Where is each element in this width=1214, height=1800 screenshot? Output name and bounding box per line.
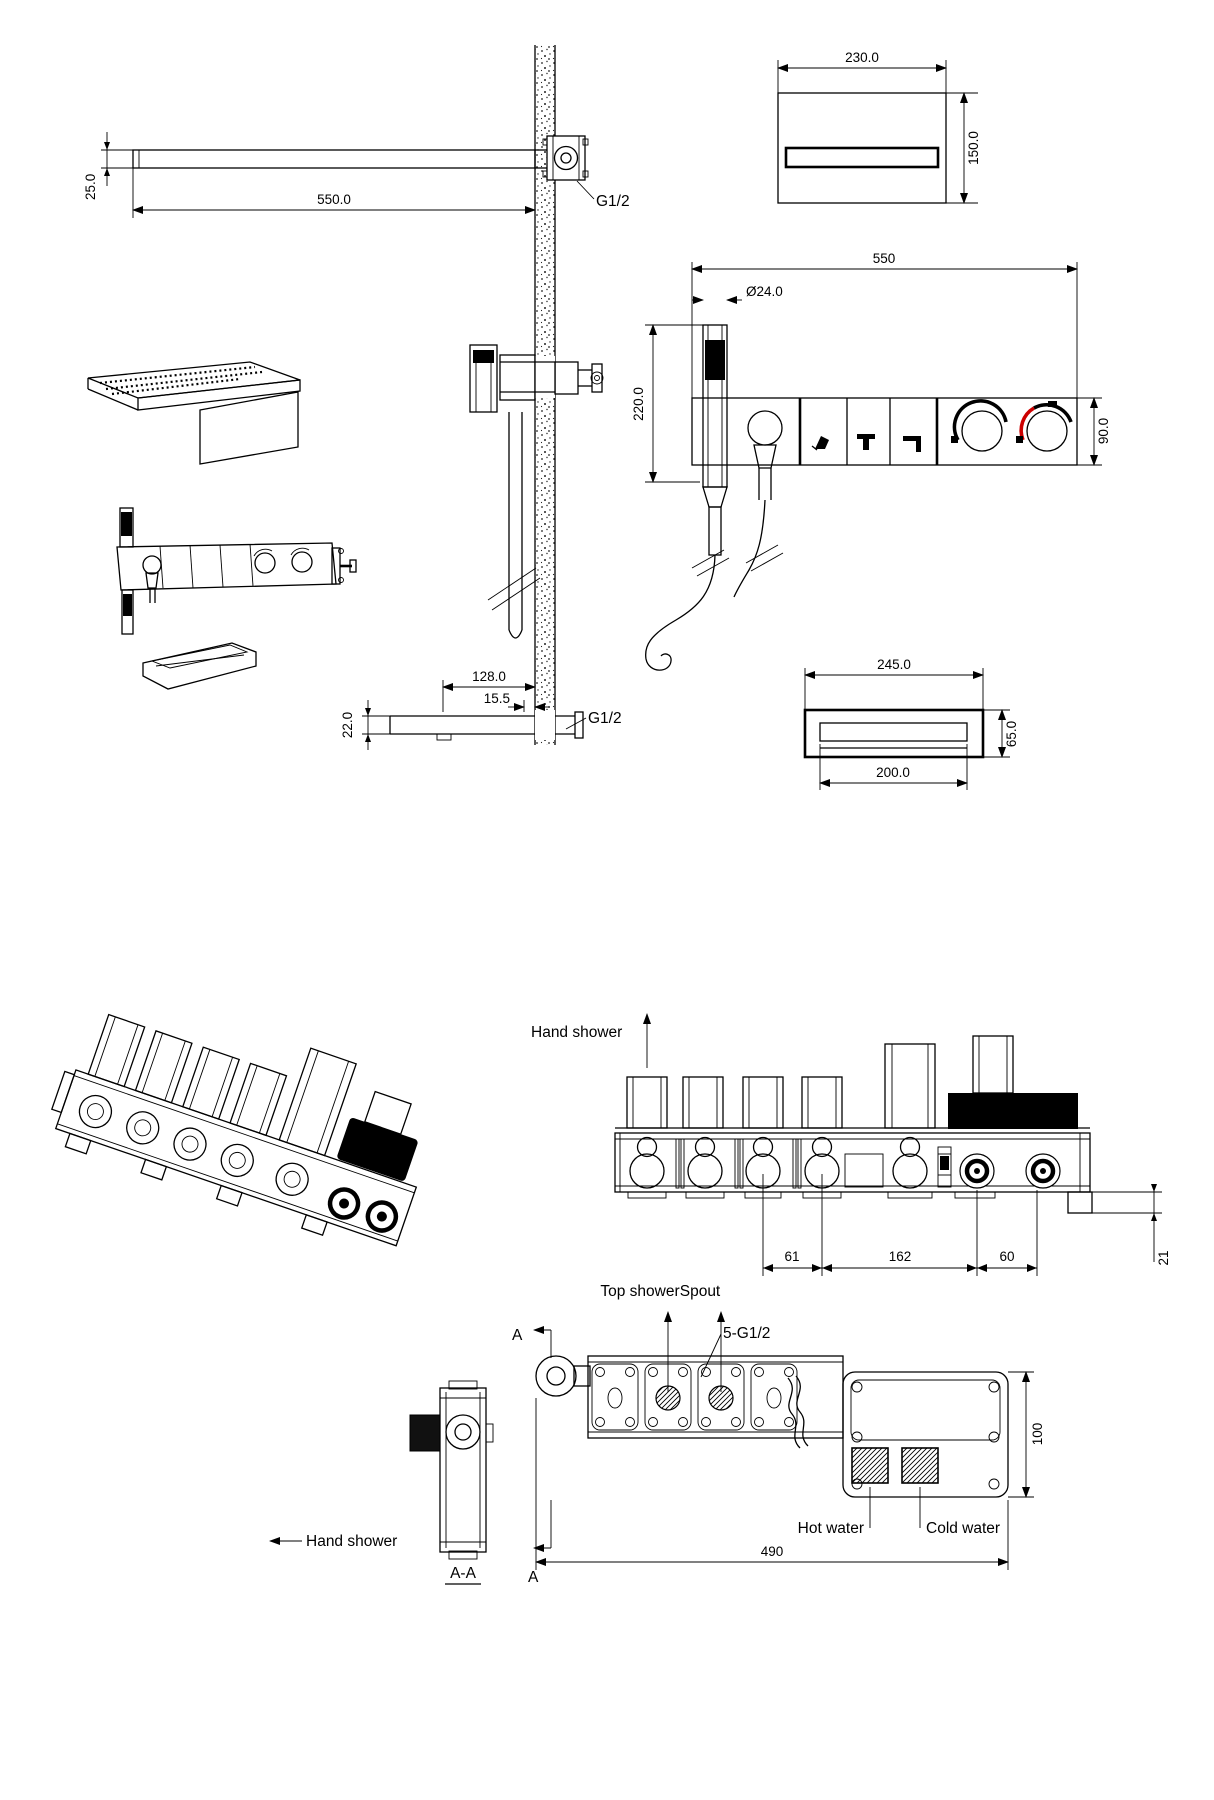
spout-side-view: [340, 669, 622, 750]
dim-hand-shower-length: 220.0: [631, 387, 646, 421]
cold-water-inlet-port: [902, 1448, 938, 1483]
button-spout: [903, 436, 921, 452]
button-hand-shower: [812, 436, 829, 450]
valve-section-view: [270, 1381, 493, 1584]
label-spout-thread: G1/2: [588, 710, 622, 727]
button-top-shower: [857, 434, 875, 450]
dim-plan-length: 490: [760, 1544, 784, 1559]
dim-spout-slot-width: 200.0: [876, 765, 910, 780]
dim-head-width: 230.0: [845, 50, 879, 65]
label-arm-thread: G1/2: [596, 193, 630, 210]
label-spout: Spout: [679, 1283, 721, 1300]
valve-plan-view: [512, 1283, 1045, 1586]
temperature-knob: [1016, 401, 1071, 451]
dim-spout-flange: 15.5: [483, 691, 510, 706]
label-section-hand-shower: Hand shower: [306, 1533, 398, 1550]
dim-spout-height-front: 65.0: [1004, 720, 1019, 748]
dim-spout-width: 245.0: [877, 657, 911, 672]
dim-arm-height: 25.0: [83, 173, 98, 200]
label-cold-water: Cold water: [926, 1520, 1001, 1537]
dim-spout-reach: 128.0: [472, 669, 506, 684]
valve-side-view: [531, 1014, 1171, 1276]
spout-front-view: [805, 657, 1019, 790]
control-panel-3d-view: [117, 508, 356, 634]
dim-head-depth: 150.0: [966, 131, 981, 165]
section-title: A-A: [450, 1565, 476, 1582]
label-top-shower: Top shower: [600, 1283, 680, 1300]
dim-panel-width: 550: [872, 251, 896, 266]
valve-plan-modules: [592, 1364, 797, 1430]
label-hot-water: Hot water: [797, 1520, 864, 1537]
hand-shower-wand: [646, 325, 729, 670]
dim-valve-21: 21: [1156, 1250, 1171, 1266]
spout-3d-view: [143, 643, 256, 689]
dim-plan-height: 100: [1030, 1422, 1045, 1446]
hot-water-inlet-port: [852, 1448, 888, 1483]
dim-valve-162: 162: [888, 1249, 912, 1264]
section-letter-bottom: A: [528, 1569, 539, 1586]
section-hand-shower-port: [410, 1415, 440, 1451]
label-thread-note: 5-G1/2: [723, 1325, 771, 1342]
flow-knob: [951, 401, 1006, 451]
hand-shower-holder: [734, 411, 783, 597]
valve-cartridges: [630, 1138, 1060, 1189]
dim-valve-61: 61: [784, 1249, 800, 1264]
label-valve-hand-shower: Hand shower: [531, 1024, 623, 1041]
dim-hand-shower-diameter: Ø24.0: [746, 284, 783, 299]
dim-spout-height-side: 22.0: [340, 711, 355, 739]
dim-panel-height: 90.0: [1096, 417, 1111, 445]
dim-valve-60: 60: [999, 1249, 1015, 1264]
control-panel-front-view: [631, 251, 1111, 670]
valve-3d-view: [42, 975, 448, 1259]
shower-head-top-view: [778, 50, 981, 203]
section-letter-top: A: [512, 1327, 523, 1344]
dim-arm-length: 550.0: [317, 192, 351, 207]
shower-head-3d-view: [88, 362, 300, 464]
